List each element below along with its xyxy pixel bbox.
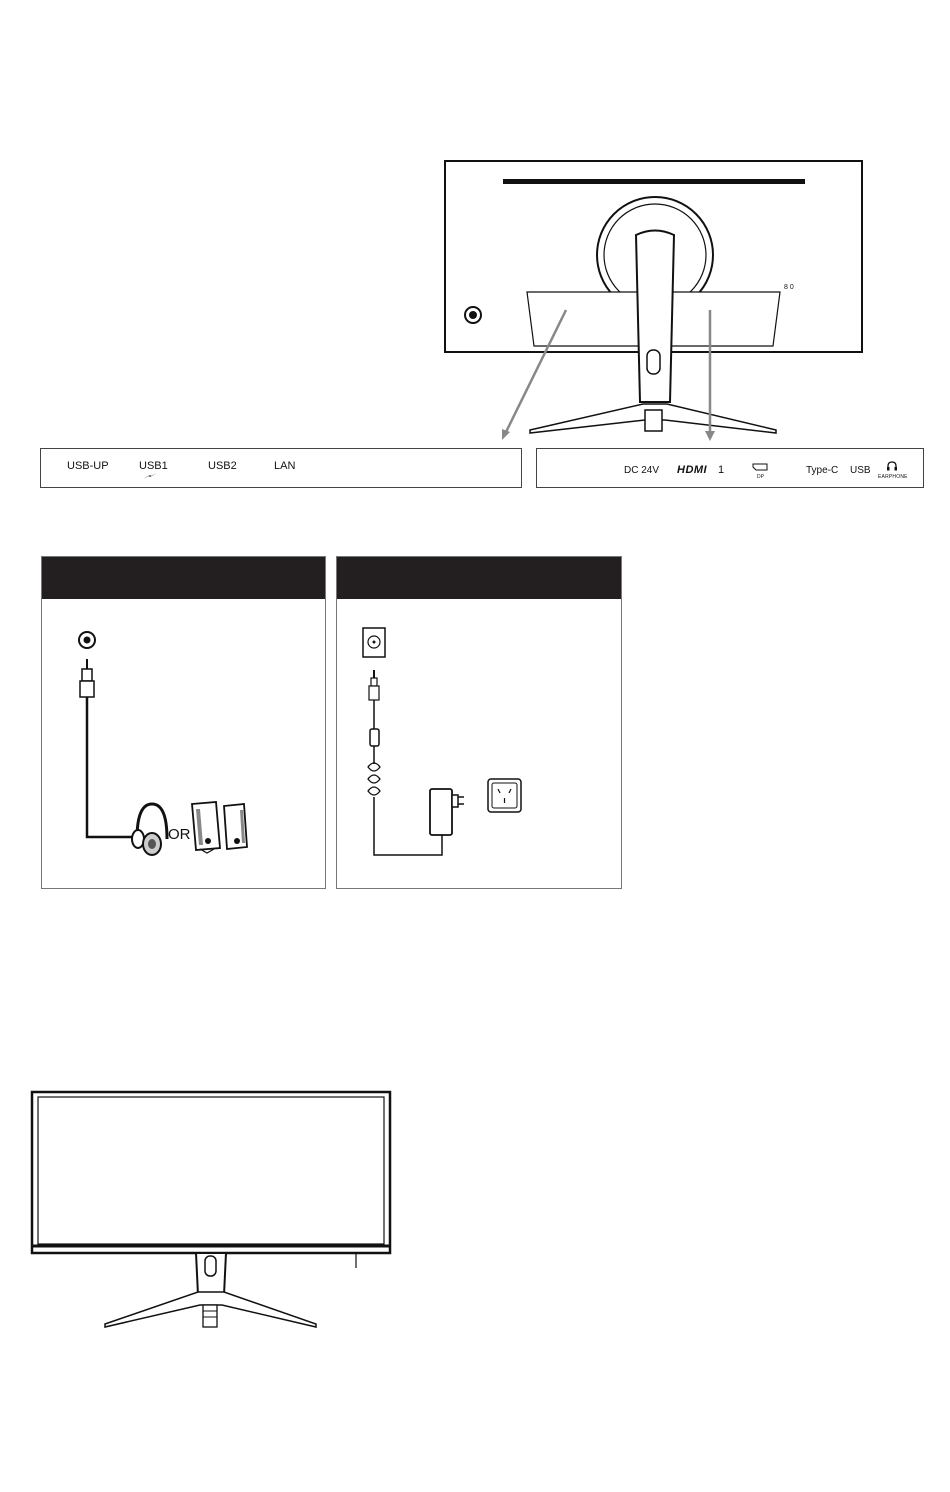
headphone-icon: [886, 461, 898, 471]
hdmi-logo-label: HDMI: [677, 464, 708, 476]
dc-label: DC 24V: [624, 465, 660, 476]
audio-cable: [87, 697, 142, 837]
usb1-label: USB1: [139, 460, 168, 472]
ferrite-core: [370, 729, 379, 746]
cable-tie: [368, 763, 380, 795]
usb-up-label: USB-UP: [67, 460, 109, 472]
monitor-front-view: [0, 1080, 420, 1340]
rear-marker: 8 0: [784, 284, 794, 291]
power-panel-body: [337, 599, 621, 888]
stand-neck: [636, 231, 674, 403]
audio-panel-header: [42, 557, 325, 599]
audio-panel-body: [42, 599, 325, 888]
cable-clip: [647, 350, 660, 374]
power-panel-header: [337, 557, 621, 599]
wall-outlet-icon: [488, 779, 521, 812]
right-port-strip: [536, 448, 924, 488]
dp-label: DP: [757, 474, 765, 480]
monitor-rear-view: [0, 0, 950, 500]
front-screen: [38, 1097, 384, 1244]
audio-diagram: [42, 599, 327, 890]
vent-strip: [503, 179, 805, 184]
displayport-icon: [752, 463, 768, 471]
audio-connection-panel: [41, 556, 326, 889]
power-connection-panel: [336, 556, 622, 889]
type-c-label: Type-C: [806, 465, 839, 476]
power-adapter-icon: [430, 789, 464, 835]
lan-label: LAN: [274, 460, 296, 472]
usb2-label: USB2: [208, 460, 237, 472]
charge-icon: [142, 472, 158, 480]
speakers-icon: [192, 802, 247, 853]
headphones-icon: [132, 804, 167, 855]
or-text: OR: [168, 826, 191, 843]
hdmi-index-label: 1: [718, 464, 725, 476]
earphone-label: EARPHONE: [878, 474, 908, 480]
usb-label: USB: [850, 465, 871, 476]
power-diagram: [337, 599, 623, 890]
left-port-strip: [40, 448, 522, 488]
